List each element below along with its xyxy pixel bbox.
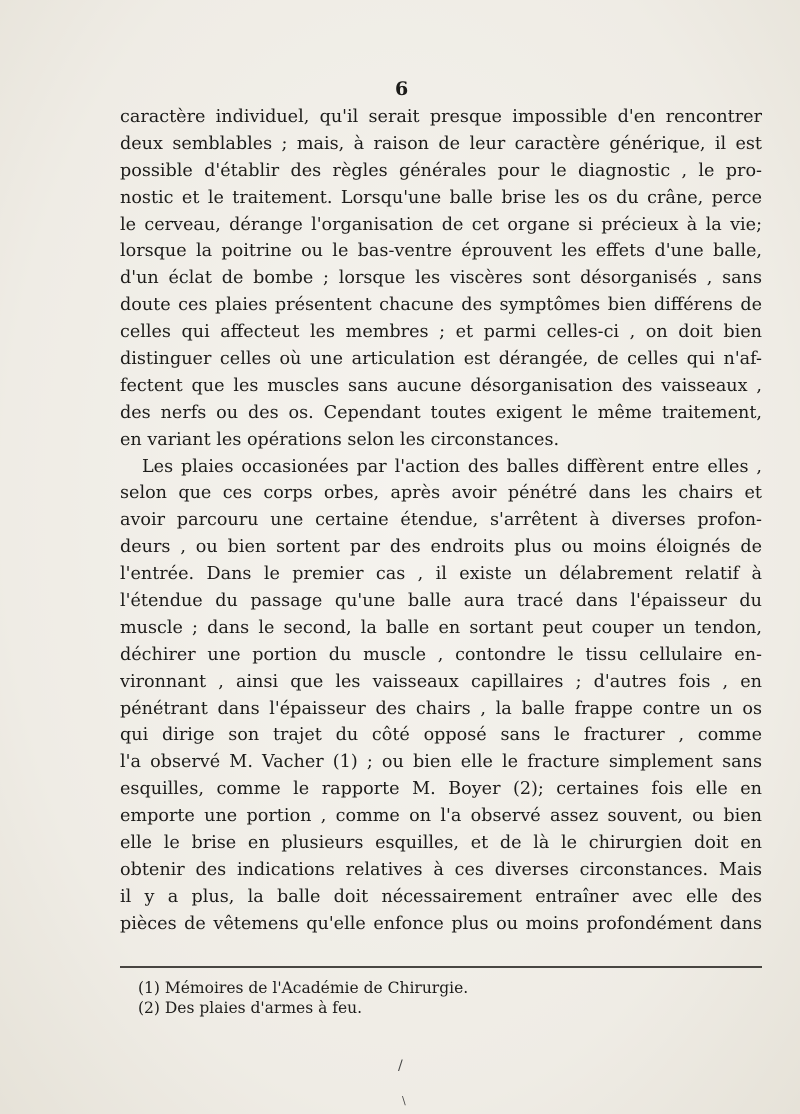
text-line: emporte une portion , comme on l'a observé assez souvent, ou bien (120, 806, 762, 827)
paragraph-1 (120, 104, 762, 454)
text-line: celles qui affecteut les membres ; et parmi celles-ci , on doit bien (120, 322, 762, 343)
text-line: pièces de vêtemens qu'elle enfonce plus ou moins profondément dans (120, 913, 762, 934)
text-line: des nerfs ou des os. Cependant toutes exigent le même traitement, (120, 402, 762, 423)
text-line: deux semblables ; mais, à raison de leur caractère générique, il est (120, 133, 762, 154)
paragraph-2 (120, 454, 762, 938)
text-line: qui dirige son trajet du côté opposé sans le fracturer , comme (120, 725, 762, 746)
text-line: Les plaies occasionées par l'action des balles diffèrent entre elles , (142, 456, 762, 477)
stray-mark: / (398, 1058, 403, 1074)
text-line: esquilles, comme le rapporte M. Boyer (2); certaines fois elle en (120, 779, 762, 800)
text-line: selon que ces corps orbes, après avoir pénétré dans les chairs et (120, 483, 762, 504)
text-line: pénétrant dans l'épaisseur des chairs , la balle frappe contre un os (120, 698, 762, 719)
text-line: doute ces plaies présentent chacune des symptômes bien différens de (120, 295, 762, 316)
text-line: d'un éclat de bombe ; lorsque les viscères sont désorganisés , sans (120, 268, 762, 289)
footnote-2: (2) Des plaies d'armes à feu. (138, 999, 363, 1017)
text-line: déchirer une portion du muscle , contondre le tissu cellulaire en- (120, 644, 762, 665)
text-line: obtenir des indications relatives à ces diverses circonstances. Mais (120, 859, 762, 880)
text-line: fectent que les muscles sans aucune désorganisation des vaisseaux , (120, 375, 762, 396)
footnotes (138, 978, 698, 1018)
footnote-1: (1) Mémoires de l'Académie de Chirurgie. (138, 979, 469, 997)
text-line: lorsque la poitrine ou le bas-ventre éprouvent les effets d'une balle, (120, 241, 762, 262)
text-line: le cerveau, dérange l'organisation de cet organe si précieux à la vie; (120, 214, 762, 235)
page-number: 6 (395, 78, 409, 100)
text-line: distinguer celles où une articulation est dérangée, de celles qui n'af- (120, 349, 762, 370)
text-line: caractère individuel, qu'il serait presque impossible d'en rencontrer (120, 107, 762, 127)
text-line: possible d'établir des règles générales pour le diagnostic , le pro- (120, 160, 762, 181)
text-line: nostic et le traitement. Lorsqu'une balle brise les os du crâne, perce (120, 187, 762, 208)
text-line: vironnant , ainsi que les vaisseaux capillaires ; d'autres fois , en (120, 671, 762, 692)
text-line: deurs , ou bien sortent par des endroits plus ou moins éloignés de (120, 537, 762, 558)
text-line: il y a plus, la balle doit nécessairement entraîner avec elle des (120, 886, 762, 907)
stray-mark: \ (402, 1094, 406, 1107)
text-line: muscle ; dans le second, la balle en sortant peut couper un tendon, (120, 617, 762, 638)
text-line: avoir parcouru une certaine étendue, s'arrêtent à diverses profon- (120, 510, 762, 531)
text-line: en variant les opérations selon les circonstances. (120, 429, 560, 450)
body-text (120, 104, 762, 938)
text-line: l'étendue du passage qu'une balle aura tracé dans l'épaisseur du (120, 591, 762, 612)
text-line: elle le brise en plusieurs esquilles, et de là le chirurgien doit en (120, 833, 762, 854)
text-line: l'entrée. Dans le premier cas , il existe un délabrement relatif à (120, 564, 762, 585)
text-line: l'a observé M. Vacher (1) ; ou bien elle le fracture simplement sans (120, 752, 762, 773)
footnote-divider (120, 966, 762, 968)
